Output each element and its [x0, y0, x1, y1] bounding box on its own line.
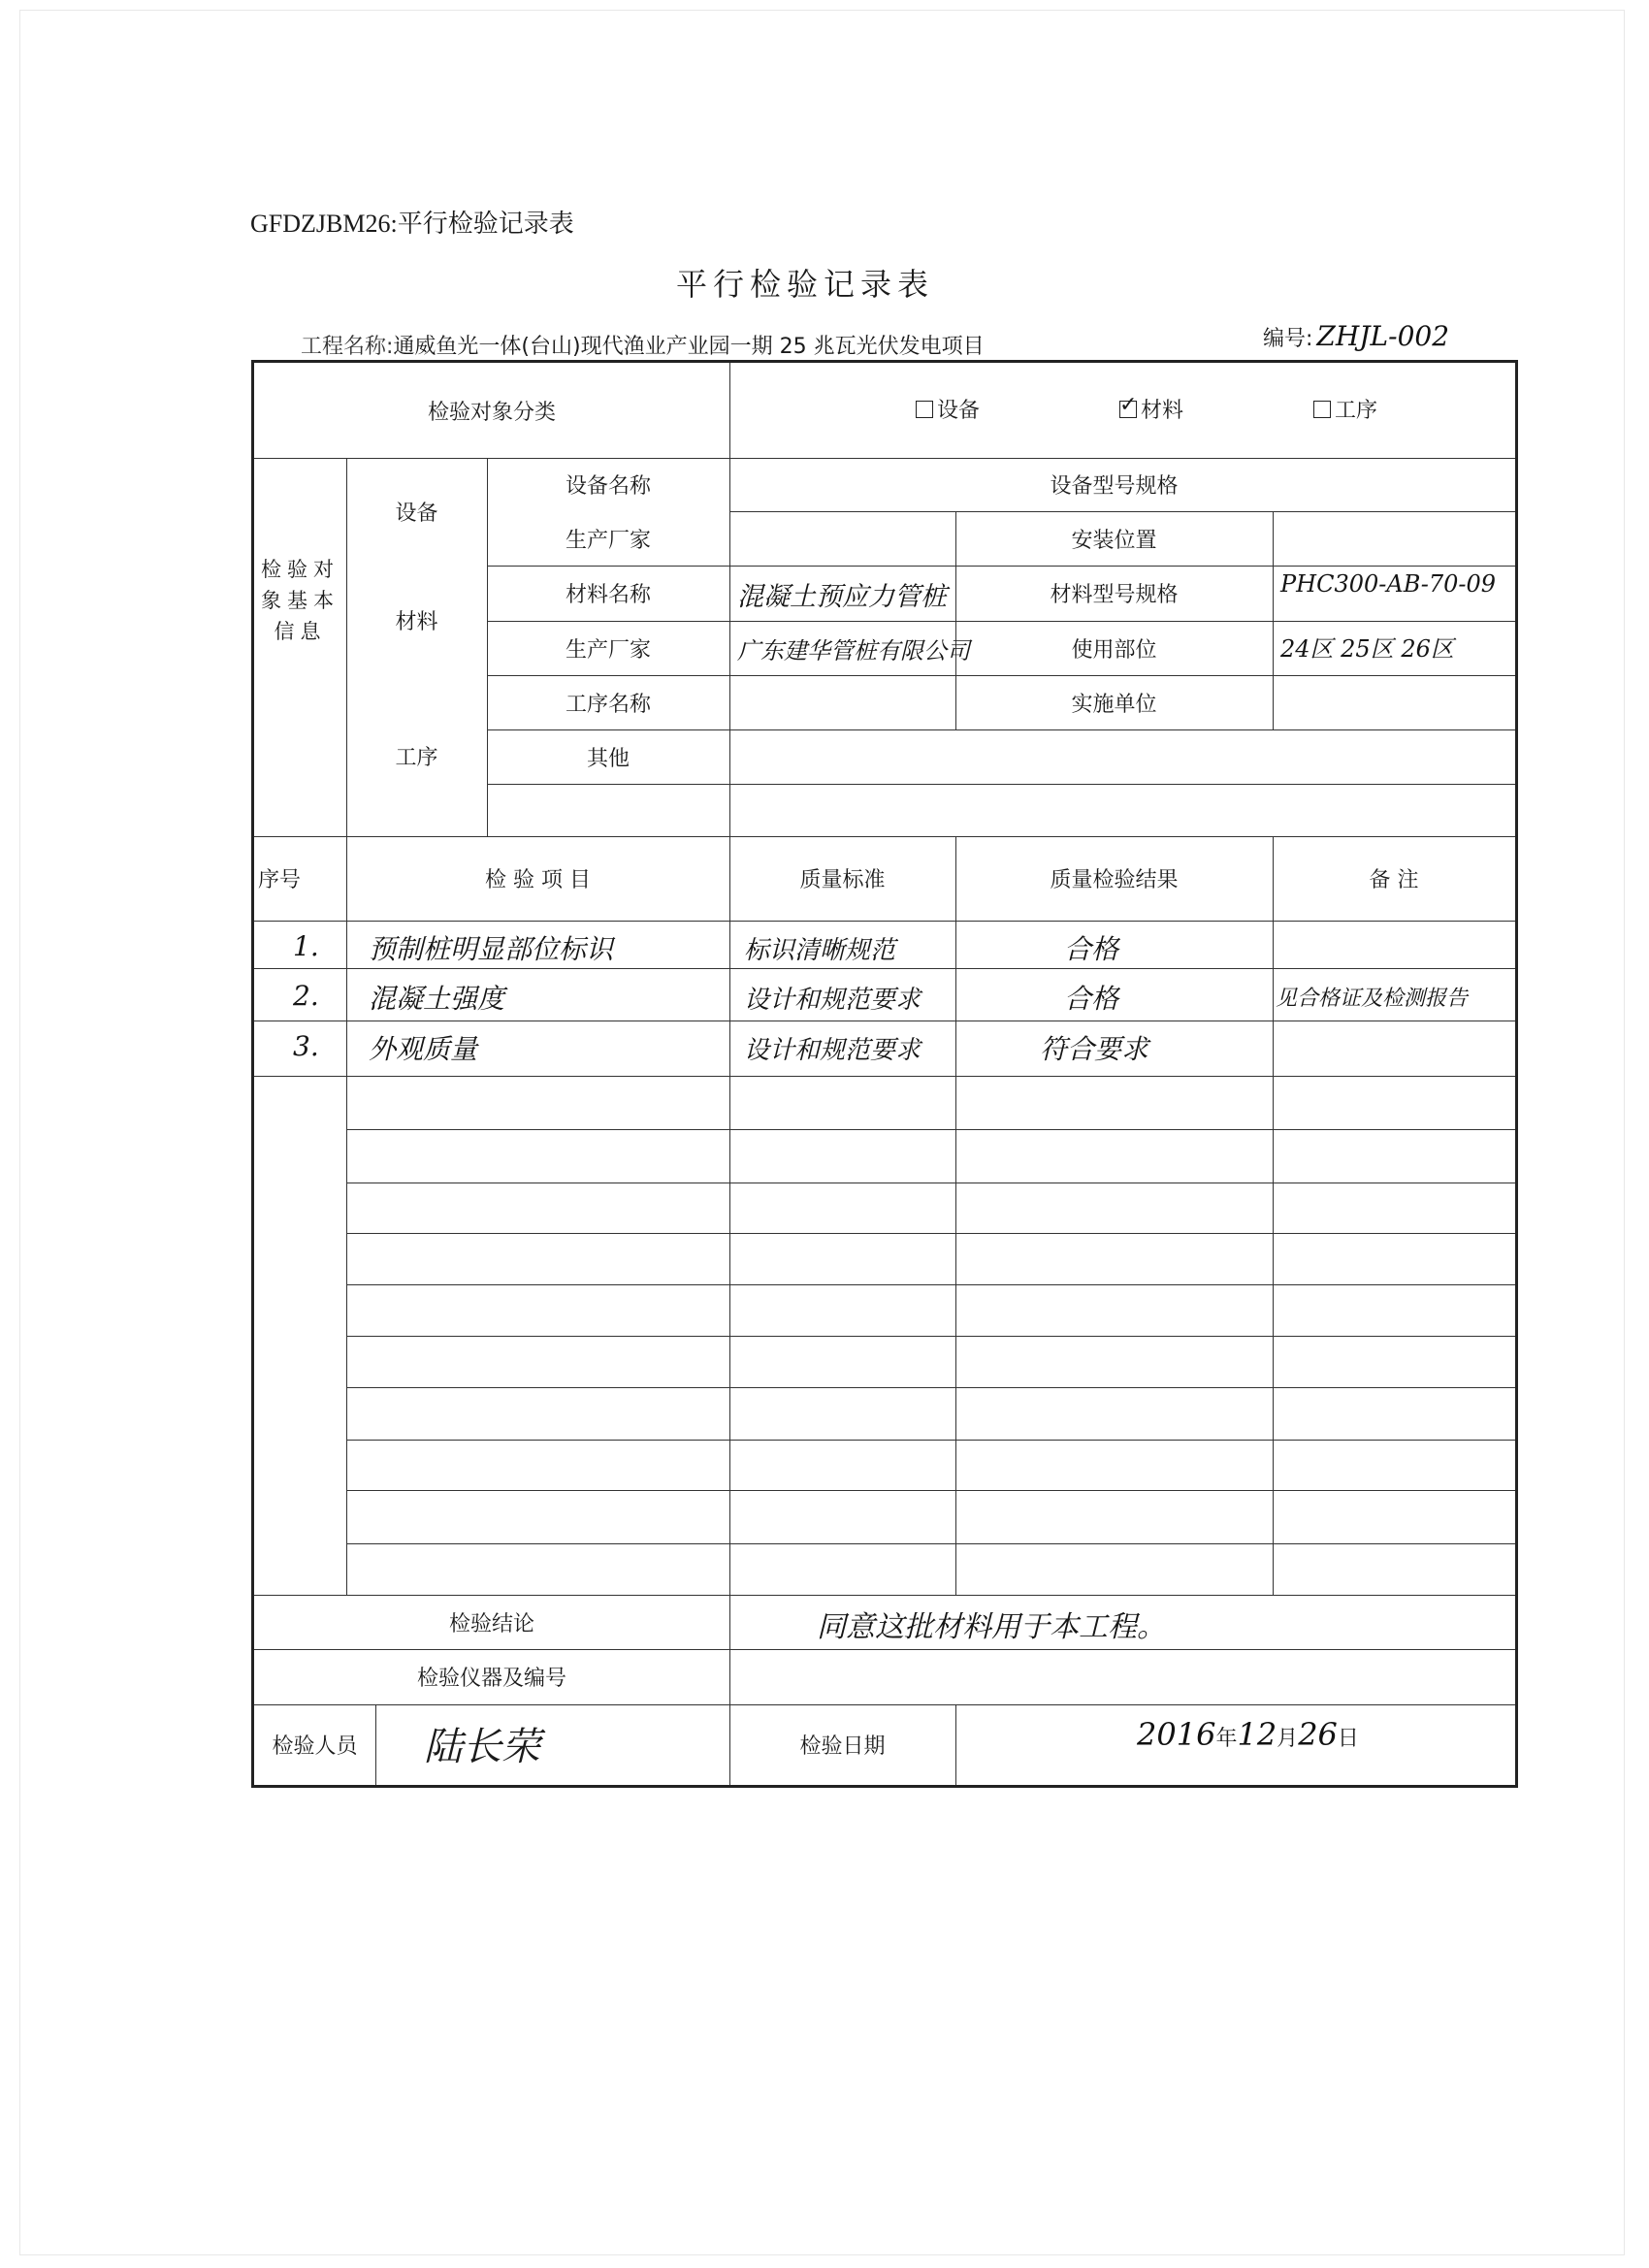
- row-result: 合格: [1064, 983, 1119, 1015]
- equipment-model-value: [1273, 458, 1515, 511]
- col-header-note: 备 注: [1369, 868, 1419, 892]
- date-label: 检验日期: [799, 1734, 886, 1759]
- row-item: 预制桩明显部位标识: [369, 933, 614, 965]
- row-item: 外观质量: [369, 1033, 478, 1065]
- material-usage-value: 24区 25区 26区: [1280, 635, 1454, 663]
- equipment-model-label: 设备型号规格: [1050, 474, 1179, 499]
- material-maker-value: 广东建华管桩有限公司: [737, 637, 970, 664]
- inspection-date: [1137, 1716, 1359, 1753]
- process-name-label: 工序名称: [565, 692, 651, 717]
- row-item: 混凝土强度: [369, 983, 505, 1015]
- row-note: 见合格证及检测报告: [1276, 987, 1469, 1011]
- equipment-maker-label: 生产厂家: [565, 528, 651, 553]
- option-equipment-label: 设备: [936, 399, 980, 423]
- instrument-value: [729, 1649, 1515, 1704]
- equipment-name-value: [729, 458, 955, 511]
- basic-info-label: 检验对象基本信息: [261, 558, 340, 643]
- equipment-name-label: 设备名称: [565, 474, 651, 499]
- inspection-form-table: [251, 360, 1518, 1788]
- equipment-location-label: 安装位置: [1071, 528, 1157, 553]
- conclusion-label: 检验结论: [448, 1611, 534, 1636]
- checkbox-equipment[interactable]: [916, 401, 933, 418]
- process-other-value: [729, 729, 1515, 784]
- serial-label: 编号:: [1263, 327, 1313, 351]
- process-unit-value: [1273, 675, 1515, 729]
- option-process-label: 工序: [1334, 399, 1377, 423]
- row-no: 3.: [293, 1030, 319, 1062]
- category-label: 检验对象分类: [427, 400, 556, 425]
- option-material-label: 材料: [1140, 399, 1183, 423]
- material-name-label: 材料名称: [565, 583, 651, 607]
- date-day-char: 日: [1337, 1727, 1359, 1751]
- row-no: 2.: [293, 980, 319, 1012]
- equipment-group-label: 设备: [395, 502, 438, 526]
- material-maker-label: 生产厂家: [565, 637, 651, 663]
- checkbox-material-checked[interactable]: [1119, 401, 1137, 418]
- checkbox-process[interactable]: [1313, 401, 1331, 418]
- inspector-label: 检验人员: [272, 1734, 358, 1759]
- row-result: 合格: [1064, 933, 1119, 965]
- option-material[interactable]: [1069, 382, 1234, 436]
- date-year: 2016: [1137, 1716, 1216, 1753]
- row-result: 符合要求: [1040, 1033, 1149, 1065]
- process-group-label: 工序: [395, 745, 438, 770]
- date-day: 26: [1298, 1716, 1338, 1753]
- process-name-value: [729, 675, 955, 729]
- date-year-char: 年: [1215, 1727, 1238, 1751]
- option-process[interactable]: [1263, 382, 1428, 436]
- row-standard: 标识清晰规范: [744, 936, 896, 965]
- col-header-no: 序号: [258, 868, 302, 892]
- project-label: 工程名称:: [301, 335, 394, 359]
- col-header-result: 质量检验结果: [1050, 868, 1179, 892]
- equipment-location-value: [1273, 511, 1515, 566]
- date-month: 12: [1237, 1716, 1277, 1753]
- serial-value: ZHJL-002: [1316, 320, 1450, 352]
- form-code: GFDZJBM26:平行检验记录表: [250, 210, 574, 238]
- material-name-value: 混凝土预应力管桩: [737, 582, 947, 612]
- serial-number: [1263, 320, 1449, 352]
- date-month-char: 月: [1277, 1727, 1299, 1751]
- row-standard: 设计和规范要求: [744, 1036, 922, 1065]
- col-header-item: 检 验 项 目: [485, 868, 591, 892]
- material-usage-label: 使用部位: [1071, 637, 1157, 663]
- inspector-signature: 陆长荣: [424, 1725, 540, 1769]
- material-model-label: 材料型号规格: [1050, 583, 1179, 607]
- conclusion-value: 同意这批材料用于本工程。: [817, 1610, 1166, 1644]
- process-unit-label: 实施单位: [1071, 692, 1157, 717]
- process-other-label: 其他: [586, 746, 630, 771]
- row-standard: 设计和规范要求: [744, 986, 922, 1015]
- instrument-label: 检验仪器及编号: [416, 1667, 566, 1691]
- equipment-maker-value: [729, 511, 955, 566]
- row-no: 1.: [293, 930, 319, 962]
- col-header-standard: 质量标准: [799, 868, 886, 892]
- project-line: [301, 330, 985, 360]
- material-group-label: 材料: [395, 610, 438, 634]
- material-model-value: PHC300-AB-70-09: [1280, 570, 1497, 598]
- page-title: 平行检验记录表: [675, 266, 934, 303]
- project-name: 通威鱼光一体(台山)现代渔业产业园一期 25 兆瓦光伏发电项目: [393, 335, 985, 359]
- option-equipment[interactable]: [865, 382, 1030, 436]
